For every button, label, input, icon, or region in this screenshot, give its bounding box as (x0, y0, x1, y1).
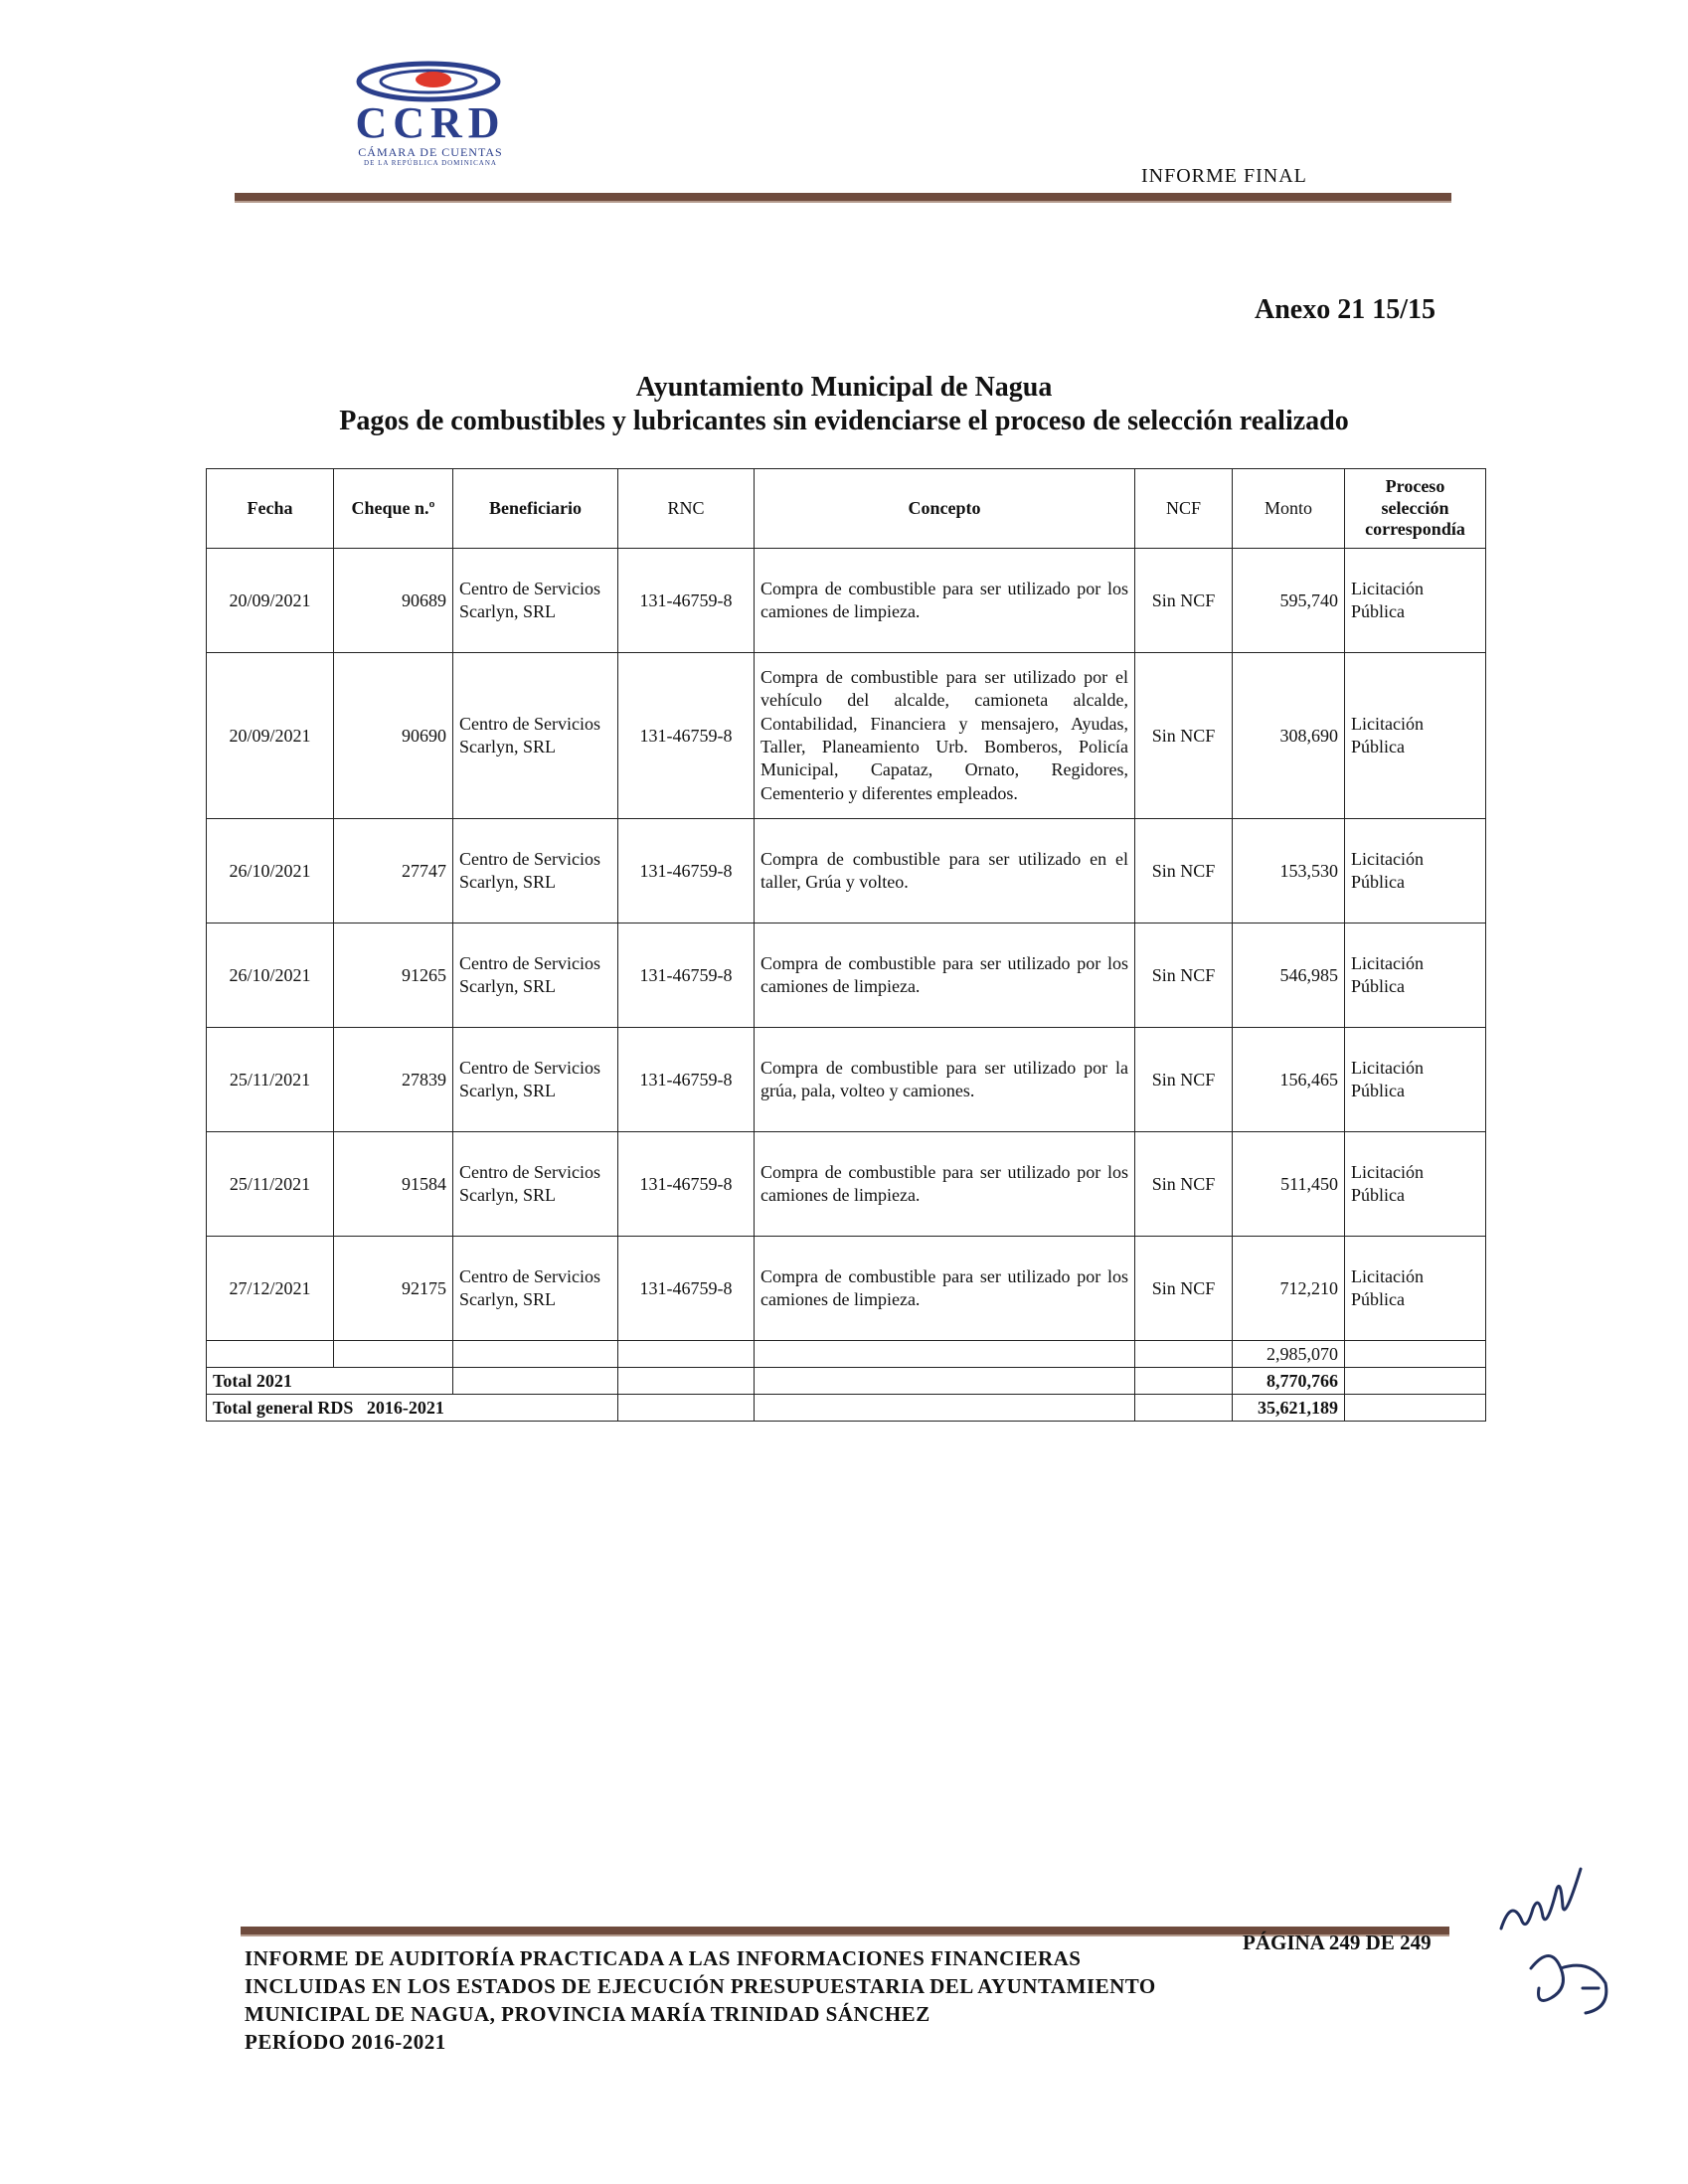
cell-rnc: 131-46759-8 (618, 1237, 755, 1341)
total-general-label: Total general RDS 2016-2021 (207, 1395, 618, 1422)
cell-cheque: 91265 (334, 924, 453, 1028)
empty-cell (618, 1341, 755, 1368)
empty-cell (334, 1341, 453, 1368)
cell-fecha: 25/11/2021 (207, 1132, 334, 1237)
cell-monto: 595,740 (1233, 549, 1345, 653)
header-ncf: NCF (1135, 469, 1233, 549)
cell-concepto: Compra de combustible para ser utilizado por los camiones de limpieza. (755, 924, 1135, 1028)
total-2021-row (207, 1368, 1486, 1395)
table-row (207, 653, 1486, 819)
header-cheque: Cheque n.º (334, 469, 453, 549)
page-number: PÁGINA 249 DE 249 (1243, 1931, 1432, 1954)
cell-monto: 511,450 (1233, 1132, 1345, 1237)
empty-cell (1345, 1341, 1486, 1368)
cell-rnc: 131-46759-8 (618, 549, 755, 653)
header-beneficiario: Beneficiario (453, 469, 618, 549)
cell-concepto: Compra de combustible para ser utilizado por los camiones de limpieza. (755, 549, 1135, 653)
report-label: INFORME FINAL (1141, 165, 1307, 187)
cell-beneficiario: Centro de Servicios Scarlyn, SRL (453, 653, 618, 819)
empty-cell (755, 1368, 1135, 1395)
cell-rnc: 131-46759-8 (618, 1132, 755, 1237)
footer-text (245, 1944, 1199, 2056)
cell-proceso: Licitación Pública (1345, 1237, 1486, 1341)
handwritten-signature-icon (1491, 1849, 1640, 2028)
table-row (207, 1028, 1486, 1132)
table-header-row (207, 469, 1486, 549)
subtotal-row (207, 1341, 1486, 1368)
document-title: Ayuntamiento Municipal de Nagua (635, 372, 1053, 403)
cell-concepto: Compra de combustible para ser utilizado por los camiones de limpieza. (755, 1132, 1135, 1237)
cell-monto: 156,465 (1233, 1028, 1345, 1132)
cell-monto: 712,210 (1233, 1237, 1345, 1341)
cell-fecha: 20/09/2021 (207, 653, 334, 819)
document-subtitle: Pagos de combustibles y lubricantes sin evidenciarse el proceso de selección realizado (339, 406, 1349, 436)
cell-proceso: Licitación Pública (1345, 653, 1486, 819)
cell-proceso: Licitación Pública (1345, 819, 1486, 924)
cell-fecha: 27/12/2021 (207, 1237, 334, 1341)
annex-label: Anexo 21 15/15 (1255, 294, 1435, 325)
empty-cell (207, 1341, 334, 1368)
total-2021-value: 8,770,766 (1233, 1368, 1345, 1395)
cell-proceso: Licitación Pública (1345, 924, 1486, 1028)
empty-cell (1345, 1368, 1486, 1395)
cell-rnc: 131-46759-8 (618, 1028, 755, 1132)
cell-rnc: 131-46759-8 (618, 653, 755, 819)
cell-cheque: 90690 (334, 653, 453, 819)
total-2021-label: Total 2021 (207, 1368, 453, 1395)
footer-line: INFORME DE AUDITORÍA PRACTICADA A LAS INFORMACIONES FINANCIERAS (245, 1946, 1082, 1970)
footer-line: PERÍODO 2016-2021 (245, 2030, 446, 2054)
cell-rnc: 131-46759-8 (618, 819, 755, 924)
logo-subtitle: CÁMARA DE CUENTAS (358, 145, 503, 159)
empty-cell (1135, 1395, 1233, 1422)
subtotal-value: 2,985,070 (1233, 1341, 1345, 1368)
cell-beneficiario: Centro de Servicios Scarlyn, SRL (453, 1132, 618, 1237)
cell-fecha: 26/10/2021 (207, 819, 334, 924)
cell-ncf: Sin NCF (1135, 1237, 1233, 1341)
cell-ncf: Sin NCF (1135, 1132, 1233, 1237)
cell-beneficiario: Centro de Servicios Scarlyn, SRL (453, 1237, 618, 1341)
cell-ncf: Sin NCF (1135, 549, 1233, 653)
empty-cell (453, 1341, 618, 1368)
cell-beneficiario: Centro de Servicios Scarlyn, SRL (453, 1028, 618, 1132)
header-concepto: Concepto (755, 469, 1135, 549)
total-general-row (207, 1395, 1486, 1422)
empty-cell (1135, 1368, 1233, 1395)
cell-cheque: 90689 (334, 549, 453, 653)
cell-monto: 308,690 (1233, 653, 1345, 819)
cell-monto: 153,530 (1233, 819, 1345, 924)
empty-cell (755, 1341, 1135, 1368)
empty-cell (618, 1368, 755, 1395)
cell-ncf: Sin NCF (1135, 924, 1233, 1028)
cell-concepto: Compra de combustible para ser utilizado por los camiones de limpieza. (755, 1237, 1135, 1341)
cell-proceso: Licitación Pública (1345, 1028, 1486, 1132)
cell-concepto: Compra de combustible para ser utilizado por el vehículo del alcalde, camioneta alcalde, Contabilidad, Financiera y mensajero, Ayudas, Taller, Planeamiento Urb. Bomberos, Policía Municipal, Capataz, Ornato, Regidores, Cementerio y diferentes empleados. (755, 653, 1135, 819)
footer-line: MUNICIPAL DE NAGUA, PROVINCIA MARÍA TRINIDAD SÁNCHEZ (245, 2002, 930, 2026)
header-rnc: RNC (618, 469, 755, 549)
cell-ncf: Sin NCF (1135, 819, 1233, 924)
header-monto: Monto (1233, 469, 1345, 549)
header-fecha: Fecha (207, 469, 334, 549)
cell-fecha: 20/09/2021 (207, 549, 334, 653)
cell-proceso: Licitación Pública (1345, 1132, 1486, 1237)
cell-beneficiario: Centro de Servicios Scarlyn, SRL (453, 924, 618, 1028)
cell-monto: 546,985 (1233, 924, 1345, 1028)
cell-proceso: Licitación Pública (1345, 549, 1486, 653)
logo-subtitle-2: DE LA REPÚBLICA DOMINICANA (364, 159, 497, 167)
ccrd-logo (316, 58, 545, 165)
table-row (207, 924, 1486, 1028)
empty-cell (453, 1368, 618, 1395)
payments-table (206, 468, 1486, 1422)
table-row (207, 819, 1486, 924)
cell-concepto: Compra de combustible para ser utilizado en el taller, Grúa y volteo. (755, 819, 1135, 924)
cell-beneficiario: Centro de Servicios Scarlyn, SRL (453, 819, 618, 924)
header-proceso: Proceso selección correspondía (1345, 469, 1486, 549)
header-divider (235, 193, 1451, 203)
cell-fecha: 25/11/2021 (207, 1028, 334, 1132)
cell-beneficiario: Centro de Servicios Scarlyn, SRL (453, 549, 618, 653)
empty-cell (1345, 1395, 1486, 1422)
total-general-value: 35,621,189 (1233, 1395, 1345, 1422)
empty-cell (755, 1395, 1135, 1422)
cell-ncf: Sin NCF (1135, 653, 1233, 819)
cell-cheque: 27747 (334, 819, 453, 924)
cell-ncf: Sin NCF (1135, 1028, 1233, 1132)
cell-cheque: 91584 (334, 1132, 453, 1237)
cell-rnc: 131-46759-8 (618, 924, 755, 1028)
table-row (207, 1132, 1486, 1237)
logo-text: CCRD (355, 98, 506, 147)
table-row (207, 1237, 1486, 1341)
empty-cell (618, 1395, 755, 1422)
cell-cheque: 92175 (334, 1237, 453, 1341)
footer-line: INCLUIDAS EN LOS ESTADOS DE EJECUCIÓN PRESUPUESTARIA DEL AYUNTAMIENTO (245, 1974, 1156, 1998)
cell-fecha: 26/10/2021 (207, 924, 334, 1028)
cell-cheque: 27839 (334, 1028, 453, 1132)
empty-cell (1135, 1341, 1233, 1368)
table-row (207, 549, 1486, 653)
cell-concepto: Compra de combustible para ser utilizado por la grúa, pala, volteo y camiones. (755, 1028, 1135, 1132)
